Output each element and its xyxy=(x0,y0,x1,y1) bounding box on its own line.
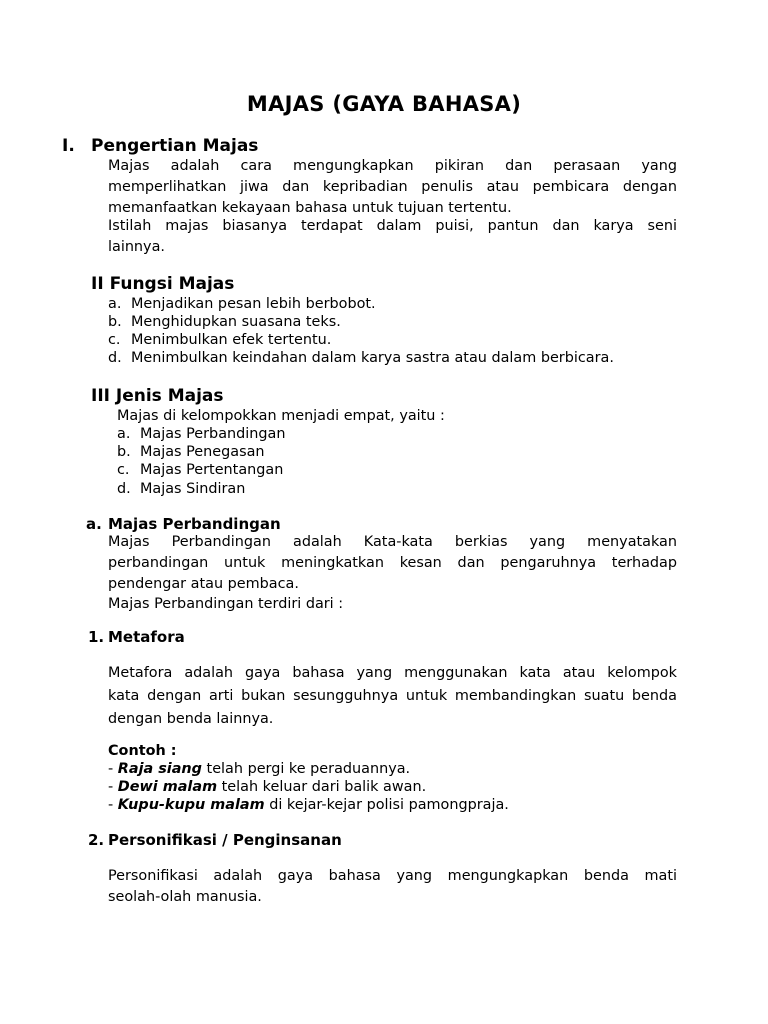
text-line: perbandingan untuk meningkatkan kesan dan pengaruhnya terhadap xyxy=(108,555,677,571)
text-line: seolah-olah manusia. xyxy=(108,889,262,905)
example-line xyxy=(108,759,410,779)
list-item-marker: c. xyxy=(108,332,121,348)
text-line: memanfaatkan kekayaan bahasa untuk tujuan tertentu. xyxy=(108,200,512,216)
list-item-marker: d. xyxy=(108,350,122,366)
section1-number: I. xyxy=(62,136,75,156)
example-dash: - xyxy=(108,761,118,777)
text-line: memperlihatkan jiwa dan kepribadian penulis atau pembicara dengan xyxy=(108,179,677,195)
subsection-a-consists: Majas Perbandingan terdiri dari : xyxy=(108,596,344,612)
list-item: Majas Penegasan xyxy=(140,444,265,460)
section3-heading: III Jenis Majas xyxy=(91,386,224,406)
example-term: Kupu-kupu malam xyxy=(117,797,265,813)
section1-heading: Pengertian Majas xyxy=(91,136,259,156)
list-item-marker: b. xyxy=(117,444,131,460)
personifikasi-number: 2. xyxy=(88,831,105,849)
section1-paragraph-2 xyxy=(108,216,677,258)
subsection-a-heading: Majas Perbandingan xyxy=(108,515,281,533)
list-item: Menghidupkan suasana teks. xyxy=(131,314,341,330)
list-item-marker: c. xyxy=(117,462,130,478)
subsection-a-paragraph xyxy=(108,532,677,595)
example-line xyxy=(108,795,509,815)
text-line: kata dengan arti bukan sesungguhnya untuk membandingkan suatu benda xyxy=(108,688,677,704)
list-item-marker: d. xyxy=(117,481,131,497)
list-item: Menimbulkan efek tertentu. xyxy=(131,332,332,348)
subsection-a-marker: a. xyxy=(86,515,102,533)
example-text: telah keluar dari balik awan. xyxy=(217,779,427,795)
document-title: MAJAS (GAYA BAHASA) xyxy=(246,92,522,116)
text-line: Majas adalah cara mengungkapkan pikiran dan perasaan yang xyxy=(108,158,677,174)
text-line: pendengar atau pembaca. xyxy=(108,576,299,592)
list-item: Menjadikan pesan lebih berbobot. xyxy=(131,296,376,312)
personifikasi-heading: Personifikasi / Penginsanan xyxy=(108,831,342,849)
metafora-paragraph xyxy=(108,662,677,731)
example-dash: - xyxy=(108,797,118,813)
text-line: Majas Perbandingan adalah Kata-kata berkias yang menyatakan xyxy=(108,534,677,550)
section3-intro: Majas di kelompokkan menjadi empat, yaitu : xyxy=(117,408,445,424)
text-line: lainnya. xyxy=(108,239,165,255)
text-line: dengan benda lainnya. xyxy=(108,711,274,727)
example-text: di kejar-kejar polisi pamongpraja. xyxy=(264,797,509,813)
list-item: Menimbulkan keindahan dalam karya sastra atau dalam berbicara. xyxy=(131,350,614,366)
example-line xyxy=(108,777,426,797)
example-text: telah pergi ke peraduannya. xyxy=(201,761,411,777)
list-item-marker: b. xyxy=(108,314,122,330)
list-item: Majas Sindiran xyxy=(140,481,246,497)
list-item: Majas Pertentangan xyxy=(140,462,284,478)
example-dash: - xyxy=(108,779,118,795)
list-item-marker: a. xyxy=(108,296,122,312)
text-line: Metafora adalah gaya bahasa yang menggunakan kata atau kelompok xyxy=(108,665,677,681)
example-term: Raja siang xyxy=(117,761,202,777)
example-label: Contoh : xyxy=(108,743,177,759)
section1-paragraph-1 xyxy=(108,156,677,219)
section2-heading: II Fungsi Majas xyxy=(91,274,235,294)
text-line: Istilah majas biasanya terdapat dalam puisi, pantun dan karya seni xyxy=(108,218,677,234)
metafora-heading: Metafora xyxy=(108,628,185,646)
text-line: Personifikasi adalah gaya bahasa yang mengungkapkan benda mati xyxy=(108,868,677,884)
personifikasi-paragraph xyxy=(108,866,677,908)
list-item-marker: a. xyxy=(117,426,131,442)
list-item: Majas Perbandingan xyxy=(140,426,286,442)
metafora-number: 1. xyxy=(88,628,105,646)
example-term: Dewi malam xyxy=(117,779,218,795)
